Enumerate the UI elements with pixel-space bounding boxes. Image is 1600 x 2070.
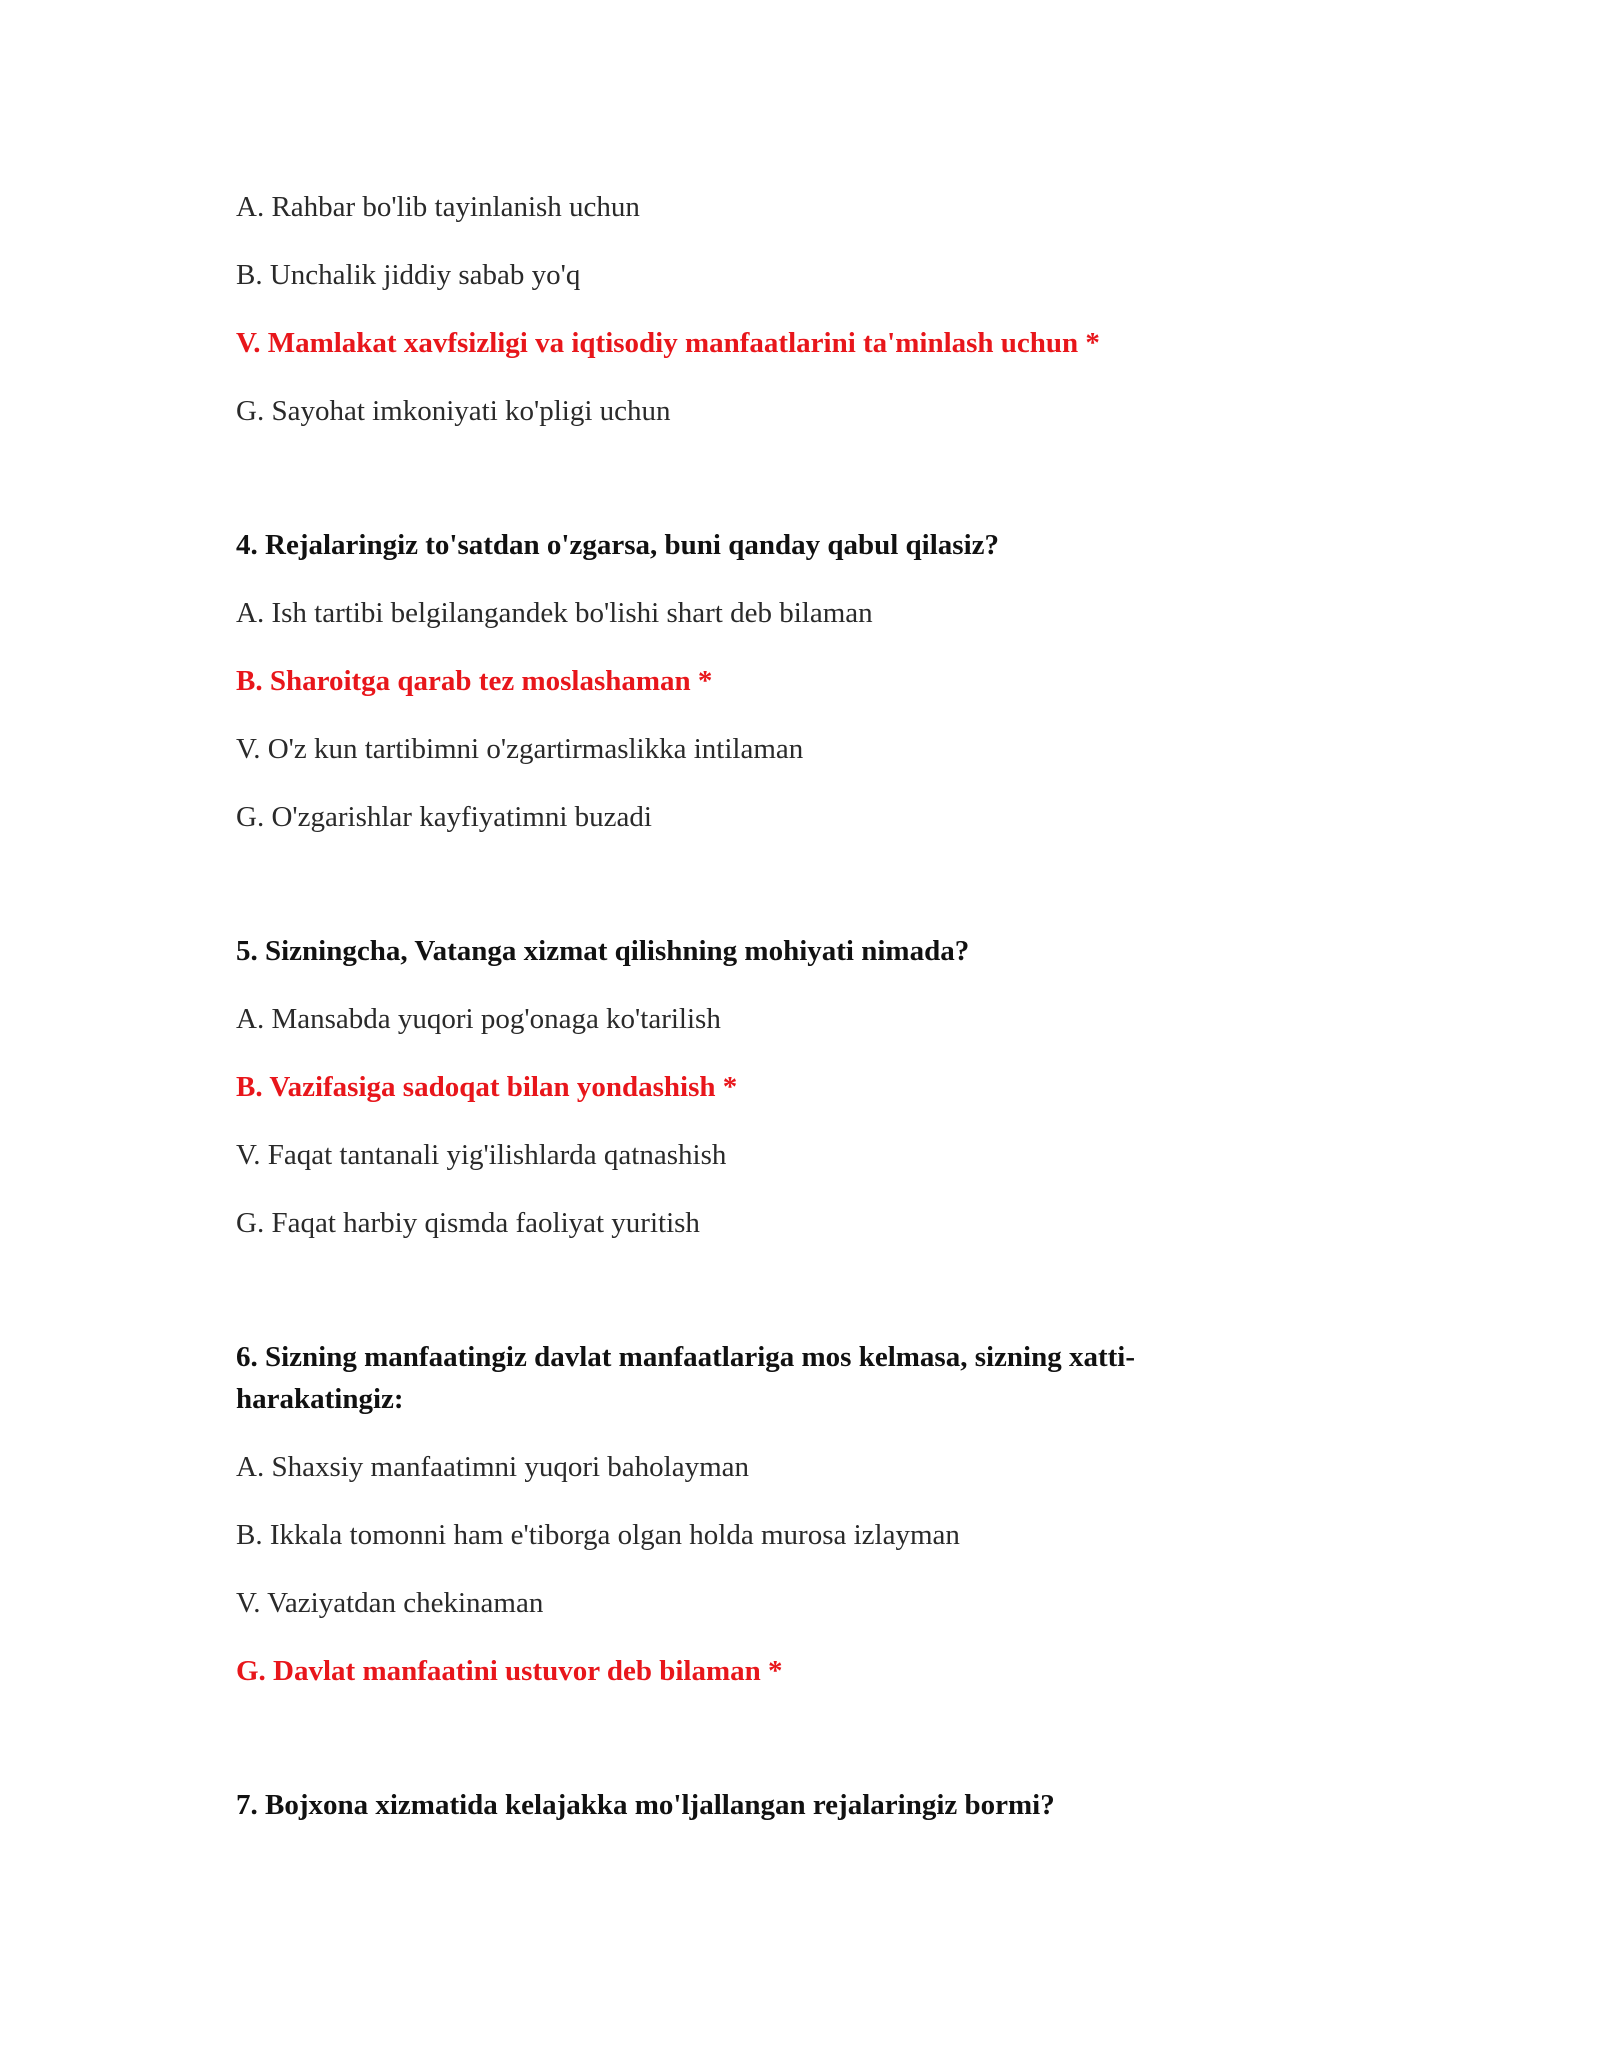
answer-option-g: G. Sayohat imkoniyati ko'pligi uchun [236, 395, 671, 427]
answer-option-a: A. Shaxsiy manfaatimni yuqori baholayman [236, 1451, 750, 1483]
correct-answer-option-v: V. Mamlakat xavfsizligi va iqtisodiy manfaatlarini ta'minlash uchun * [236, 327, 1100, 359]
question-7-text: 7. Bojxona xizmatida kelajakka mo'ljallangan rejalaringiz bormi? [236, 1789, 1055, 1821]
spacer [236, 1718, 1236, 1784]
question-7-block [236, 1784, 1236, 1826]
answer-option-v: V. Faqat tantanali yig'ilishlarda qatnashish [236, 1139, 727, 1171]
answer-option-a: A. Ish tartibi belgilangandek bo'lishi shart deb bilaman [236, 597, 873, 629]
answer-option-g: G. Faqat harbiy qismda faoliyat yuritish [236, 1207, 700, 1239]
question-4-block [236, 524, 1236, 838]
spacer [236, 1270, 1236, 1336]
question-6-block [236, 1336, 1236, 1692]
answer-option-g: G. O'zgarishlar kayfiyatimni buzadi [236, 801, 652, 833]
answer-option-v: V. O'z kun tartibimni o'zgartirmaslikka intilaman [236, 733, 804, 765]
correct-answer-option-b: B. Sharoitga qarab tez moslashaman * [236, 665, 713, 697]
question-4-text: 4. Rejalaringiz to'satdan o'zgarsa, buni qanday qabul qilasiz? [236, 529, 999, 561]
answer-option-a: A. Mansabda yuqori pog'onaga ko'tarilish [236, 1003, 721, 1035]
answer-option-b: B. Ikkala tomonni ham e'tiborga olgan holda murosa izlayman [236, 1519, 960, 1551]
correct-answer-option-b: B. Vazifasiga sadoqat bilan yondashish * [236, 1071, 738, 1103]
question-3-block [236, 186, 1236, 432]
answer-option-b: B. Unchalik jiddiy sabab yo'q [236, 259, 581, 291]
spacer [236, 458, 1236, 524]
question-5-block [236, 930, 1236, 1244]
spacer [236, 864, 1236, 930]
correct-answer-option-g: G. Davlat manfaatini ustuvor deb bilaman * [236, 1655, 783, 1687]
question-5-text: 5. Sizningcha, Vatanga xizmat qilishning mohiyati nimada? [236, 935, 970, 967]
document-page [236, 186, 1236, 1852]
question-6-text: 6. Sizning manfaatingiz davlat manfaatlariga mos kelmasa, sizning xatti-harakatingiz: [236, 1341, 1136, 1415]
answer-option-a: A. Rahbar bo'lib tayinlanish uchun [236, 191, 640, 223]
answer-option-v: V. Vaziyatdan chekinaman [236, 1587, 544, 1619]
